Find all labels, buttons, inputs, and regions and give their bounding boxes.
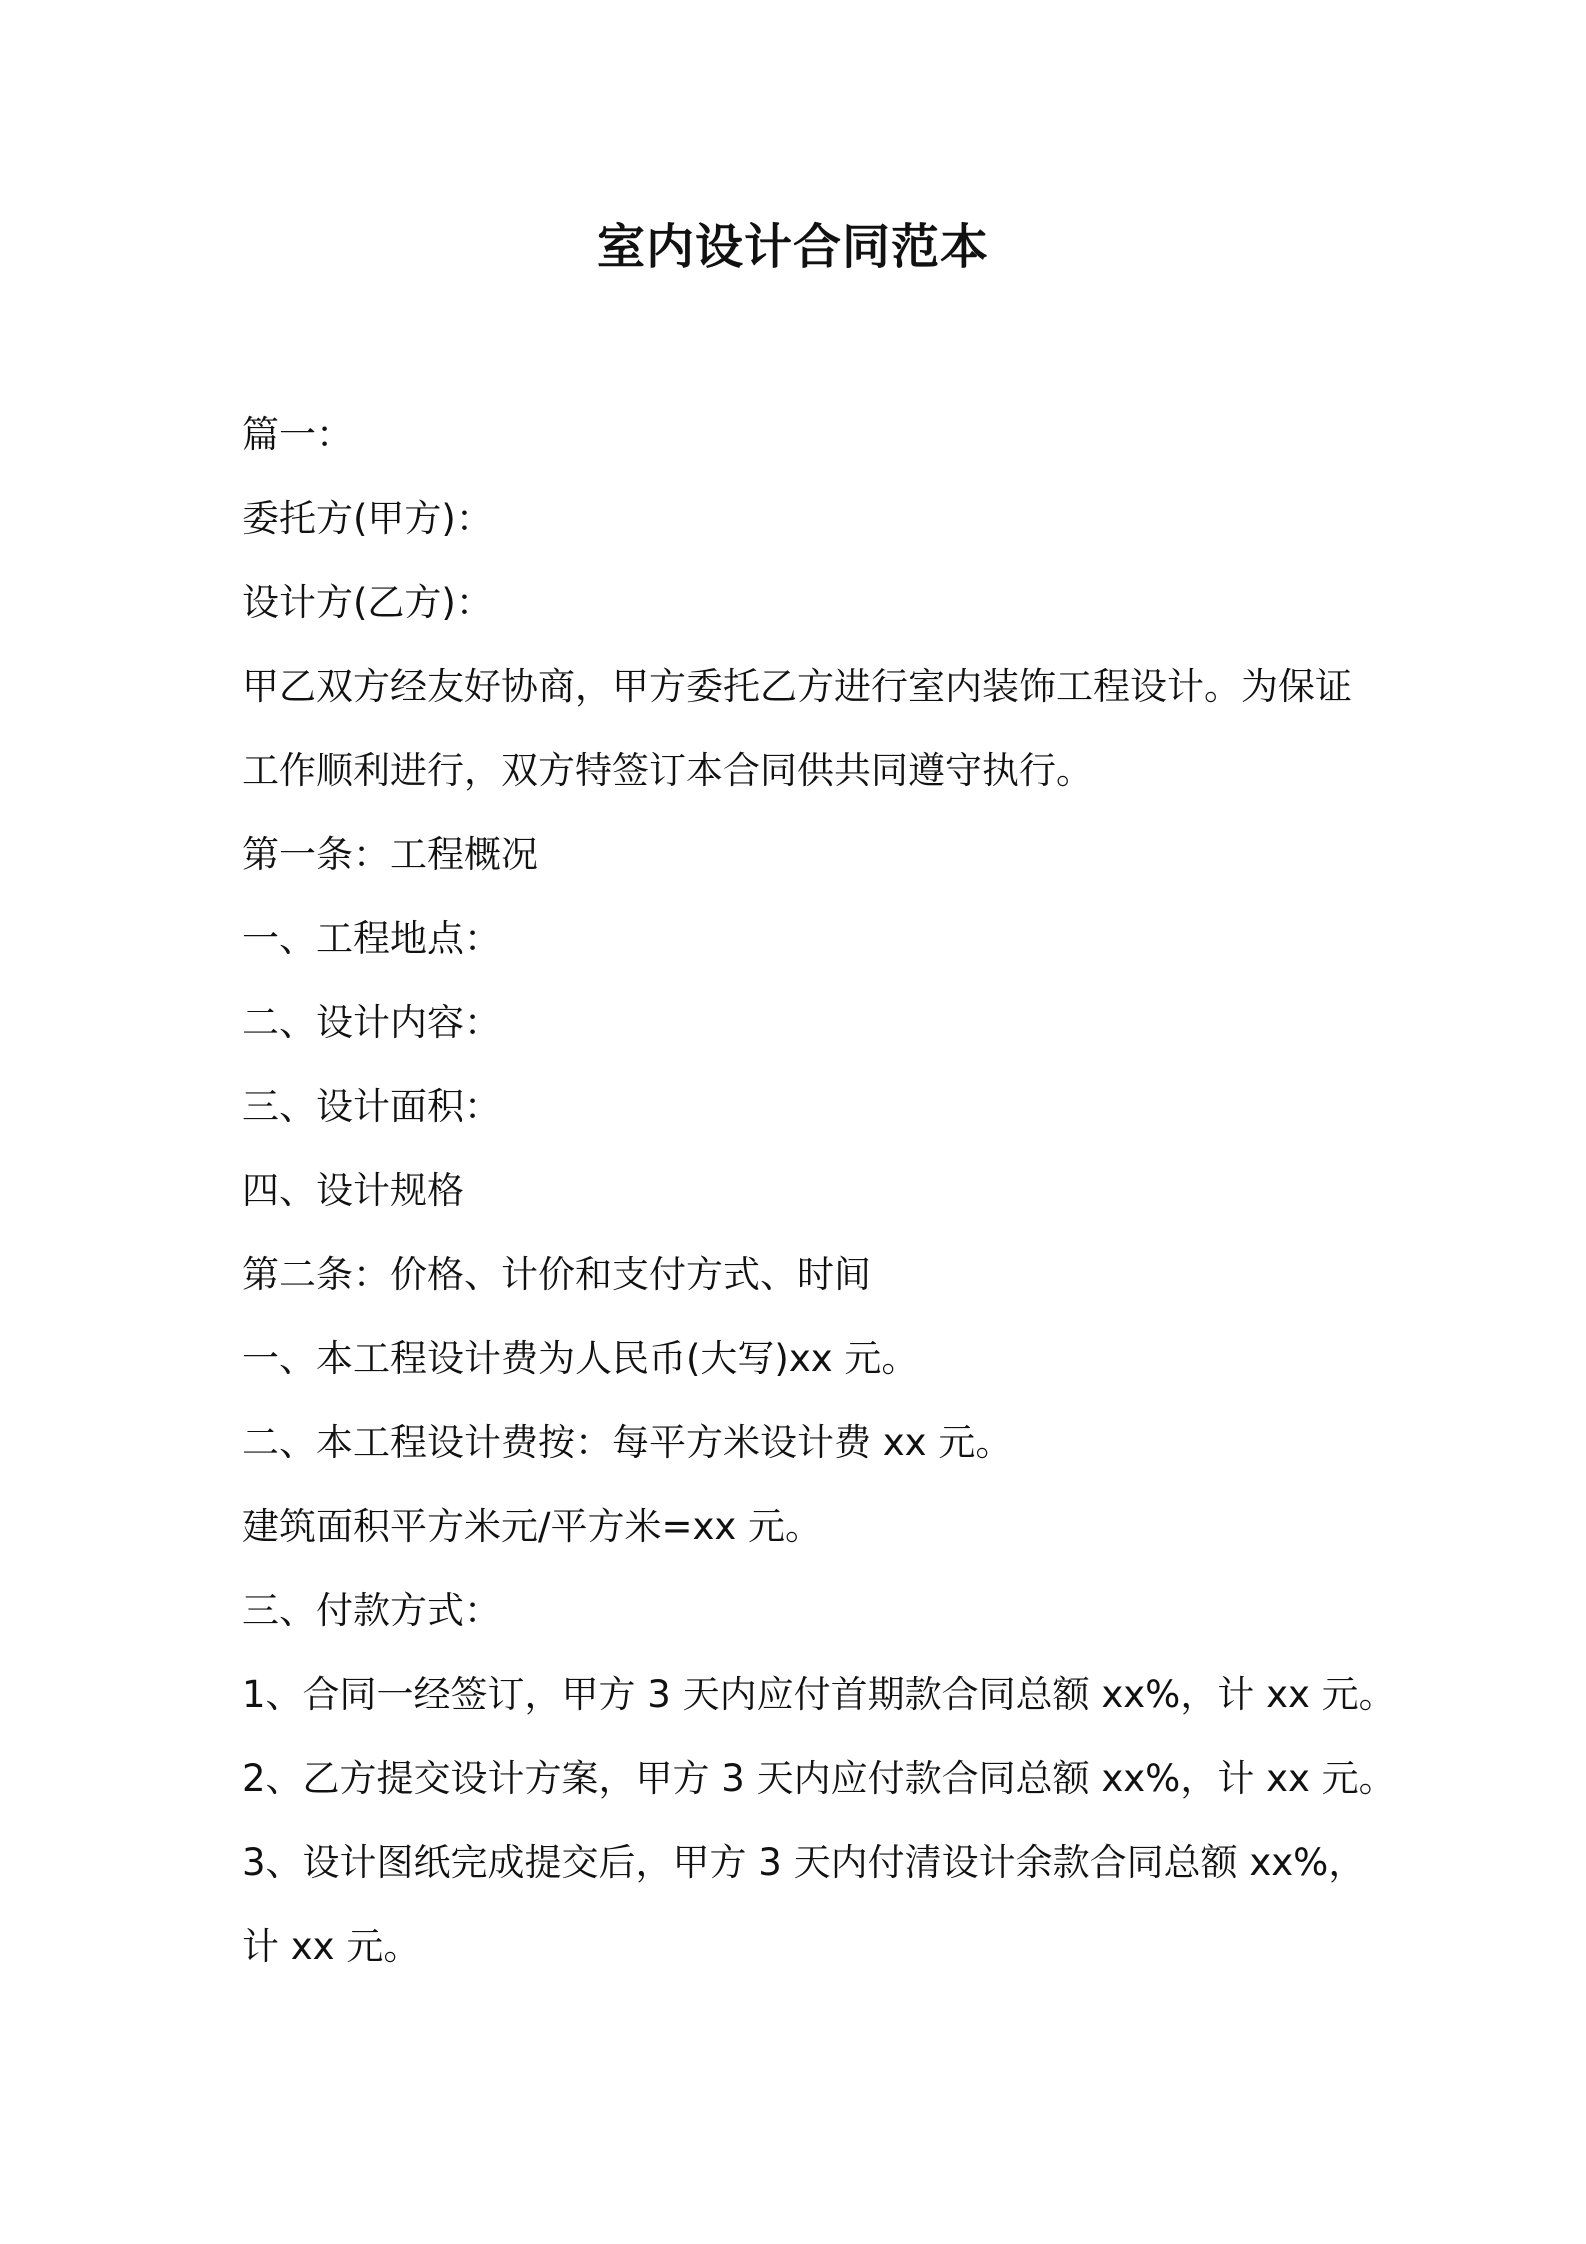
- fee-per-area-item: 二、本工程设计费按：每平方米设计费 xx 元。: [242, 1421, 1013, 1464]
- project-location-item: 一、工程地点：: [242, 917, 501, 960]
- payment-term-3-line-2: 计 xx 元。: [242, 1925, 421, 1968]
- document-title: 室内设计合同范本: [596, 219, 989, 275]
- payment-term-2: 2、乙方提交设计方案，甲方 3 天内应付款合同总额 xx%，计 xx 元。: [242, 1757, 1396, 1800]
- payment-method-heading: 三、付款方式：: [242, 1589, 501, 1632]
- client-party-label: 委托方(甲方)：: [242, 497, 493, 540]
- design-area-item: 三、设计面积：: [242, 1085, 501, 1128]
- designer-party-label: 设计方(乙方)：: [242, 581, 493, 624]
- payment-term-1: 1、合同一经签订，甲方 3 天内应付首期款合同总额 xx%，计 xx 元。: [242, 1673, 1396, 1716]
- section-heading: 篇一：: [242, 413, 353, 456]
- design-spec-item: 四、设计规格: [242, 1169, 464, 1212]
- design-fee-item: 一、本工程设计费为人民币(大写)xx 元。: [242, 1337, 919, 1380]
- intro-paragraph-line-2: 工作顺利进行，双方特签订本合同供共同遵守执行。: [242, 749, 1093, 792]
- building-area-formula: 建筑面积平方米元/平方米=xx 元。: [242, 1505, 823, 1548]
- article-two-heading: 第二条：价格、计价和支付方式、时间: [242, 1253, 871, 1296]
- intro-paragraph-line-1: 甲乙双方经友好协商，甲方委托乙方进行室内装饰工程设计。为保证: [242, 665, 1352, 708]
- article-one-heading: 第一条：工程概况: [242, 833, 538, 876]
- payment-term-3-line-1: 3、设计图纸完成提交后，甲方 3 天内付清设计余款合同总额 xx%，: [242, 1841, 1366, 1884]
- design-content-item: 二、设计内容：: [242, 1001, 501, 1044]
